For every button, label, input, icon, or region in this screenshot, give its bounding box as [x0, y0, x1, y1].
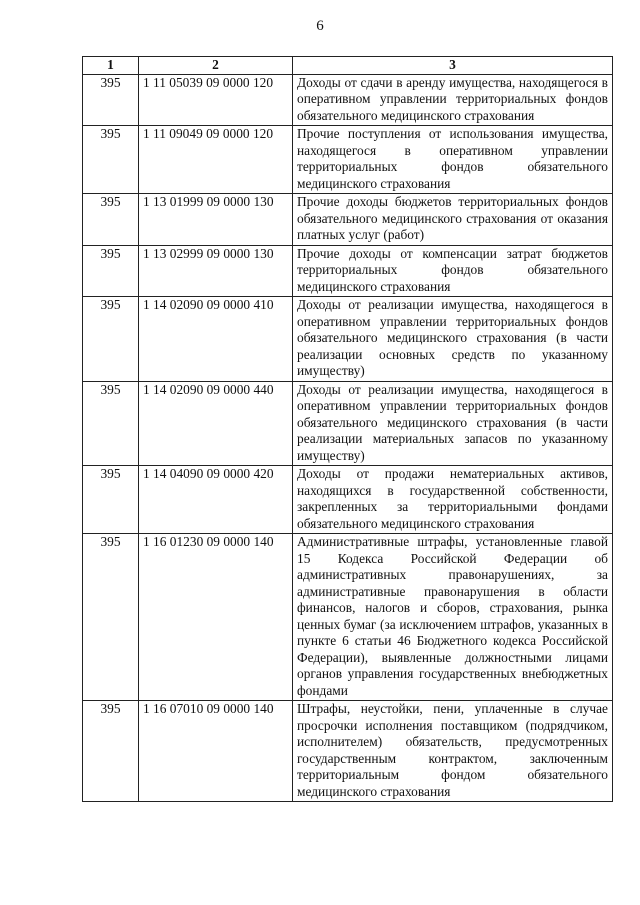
admin-code-cell: 395 [83, 245, 139, 297]
revenue-name-cell: Административные штрафы, установленные главой 15 Кодекса Российской Федерации об административных правонарушениях, за административные правонарушения в области финансов, налогов и сборов, страхования, рынка ценных бумаг (за исключением штрафов, указанных в пункте 6 статьи 46 Бюджетного кодекса Российской Федерации), выявленные должностными лицами органов управления государственных внебюджетных фондами [293, 534, 613, 701]
revenue-code-cell: 1 14 04090 09 0000 420 [139, 466, 293, 534]
table-row [83, 701, 613, 802]
revenue-code-cell: 1 14 02090 09 0000 440 [139, 381, 293, 466]
table-row [83, 126, 613, 194]
table-row [83, 534, 613, 701]
revenue-code-cell: 1 11 05039 09 0000 120 [139, 74, 293, 126]
revenue-name-cell: Доходы от реализации имущества, находящегося в оперативном управлении территориальных фондов обязательного медицинского страхования (в части реализации основных средств по указанному имуществу) [293, 297, 613, 382]
page-number: 6 [316, 18, 324, 34]
table-row [83, 74, 613, 126]
column-header-2: 2 [139, 57, 293, 75]
revenue-code-cell: 1 16 07010 09 0000 140 [139, 701, 293, 802]
admin-code-cell: 395 [83, 466, 139, 534]
admin-code-cell: 395 [83, 194, 139, 246]
revenue-name-cell: Прочие доходы бюджетов территориальных фондов обязательного медицинского страхования от оказания платных услуг (работ) [293, 194, 613, 246]
revenue-code-cell: 1 13 02999 09 0000 130 [139, 245, 293, 297]
revenue-name-cell: Прочие поступления от использования имущества, находящегося в оперативном управлении территориальных фондов обязательного медицинского страхования [293, 126, 613, 194]
admin-code-cell: 395 [83, 534, 139, 701]
table-row [83, 297, 613, 382]
table-row [83, 245, 613, 297]
column-header-3: 3 [293, 57, 613, 75]
admin-code-cell: 395 [83, 74, 139, 126]
revenue-name-cell: Штрафы, неустойки, пени, уплаченные в случае просрочки исполнения поставщиком (подрядчиком, исполнителем) обязательств, предусмотренных государственным контрактом, заключенным территориальным фондом обязательного медицинского страхования [293, 701, 613, 802]
revenue-code-cell: 1 11 09049 09 0000 120 [139, 126, 293, 194]
table-row [83, 381, 613, 466]
table-header-row [83, 57, 613, 75]
admin-code-cell: 395 [83, 126, 139, 194]
table-row [83, 194, 613, 246]
admin-code-cell: 395 [83, 297, 139, 382]
revenue-name-cell: Прочие доходы от компенсации затрат бюджетов территориальных фондов обязательного медицинского страхования [293, 245, 613, 297]
admin-code-cell: 395 [83, 381, 139, 466]
revenue-codes-table [82, 56, 613, 802]
admin-code-cell: 395 [83, 701, 139, 802]
revenue-code-cell: 1 16 01230 09 0000 140 [139, 534, 293, 701]
table-row [83, 466, 613, 534]
revenue-name-cell: Доходы от продажи нематериальных активов, находящихся в государственной собственности, закрепленных за территориальными фондами обязательного медицинского страхования [293, 466, 613, 534]
revenue-code-cell: 1 13 01999 09 0000 130 [139, 194, 293, 246]
revenue-name-cell: Доходы от сдачи в аренду имущества, находящегося в оперативном управлении территориальных фондов обязательного медицинского страхования [293, 74, 613, 126]
revenue-name-cell: Доходы от реализации имущества, находящегося в оперативном управлении территориальных фондов обязательного медицинского страхования (в части реализации материальных запасов по указанному имуществу) [293, 381, 613, 466]
column-header-1: 1 [83, 57, 139, 75]
revenue-code-cell: 1 14 02090 09 0000 410 [139, 297, 293, 382]
